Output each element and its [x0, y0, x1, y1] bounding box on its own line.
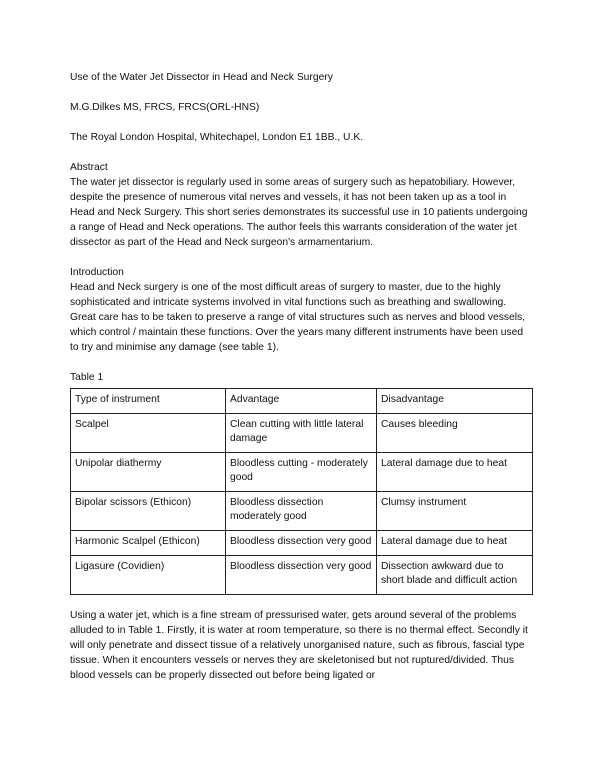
table-cell: Bloodless dissection moderately good [226, 492, 377, 531]
table-row [71, 492, 533, 531]
paper-title: Use of the Water Jet Dissector in Head and Neck Surgery [70, 72, 333, 83]
instrument-table [70, 388, 533, 595]
body-paragraph: Using a water jet, which is a fine stream of pressurised water, gets around several of the problems alluded to in Table 1. Firstly, it is water at room temperature, so there is no thermal effect. Secondly it will only penetrate and dissect tissue of a relatively unorganised nature, such as fibrous, fascial type tissue. When it encounters vessels or nerves they are skeletonised but not ruptured/divided. Thus blood vessels can be properly dissected out before being ligated or [70, 610, 528, 681]
table-header-cell: Type of instrument [71, 389, 226, 414]
table-row [71, 414, 533, 453]
table-row [71, 531, 533, 556]
affiliation-line: The Royal London Hospital, Whitechapel, London E1 1BB., U.K. [70, 132, 364, 143]
table-cell: Bloodless cutting - moderately good [226, 453, 377, 492]
table-cell: Causes bleeding [377, 414, 533, 453]
table-header-row [71, 389, 533, 414]
table-label: Table 1 [70, 372, 104, 383]
table-cell: Bloodless dissection very good [226, 556, 377, 595]
document-page [70, 70, 532, 683]
table-cell: Clumsy instrument [377, 492, 533, 531]
table-cell: Clean cutting with little lateral damage [226, 414, 377, 453]
abstract-text: The water jet dissector is regularly used in some areas of surgery such as hepatobiliary. However, despite the presence of numerous vital nerves and vessels, it has not been taken up as a tool in Head and Neck Surgery. This short series demonstrates its successful use in 10 patients undergoing a range of Head and Neck operations. The author feels this warrants consideration of the water jet dissector as part of the Head and Neck surgeon's armamentarium. [70, 177, 528, 248]
introduction-text: Head and Neck surgery is one of the most difficult areas of surgery to master, due to the highly sophisticated and intricate systems involved in vital functions such as breathing and swallowing. Great care has to be taken to preserve a range of vital structures such as nerves and blood vessels, which control / maintain these functions. Over the years many different instruments have been used to try and minimise any damage (see table 1). [70, 282, 526, 353]
table-cell: Dissection awkward due to short blade and difficult action [377, 556, 533, 595]
table-cell: Lateral damage due to heat [377, 531, 533, 556]
table-cell: Unipolar diathermy [71, 453, 226, 492]
table-cell: Harmonic Scalpel (Ethicon) [71, 531, 226, 556]
author-line: M.G.Dilkes MS, FRCS, FRCS(ORL-HNS) [70, 102, 260, 113]
table-header-cell: Disadvantage [377, 389, 533, 414]
table-row [71, 556, 533, 595]
table-cell: Lateral damage due to heat [377, 453, 533, 492]
abstract-heading: Abstract [70, 162, 108, 173]
table-cell: Ligasure (Covidien) [71, 556, 226, 595]
table-cell: Bipolar scissors (Ethicon) [71, 492, 226, 531]
table-cell: Bloodless dissection very good [226, 531, 377, 556]
table-header-cell: Advantage [226, 389, 377, 414]
table-cell: Scalpel [71, 414, 226, 453]
table-row [71, 453, 533, 492]
introduction-heading: Introduction [70, 267, 124, 278]
